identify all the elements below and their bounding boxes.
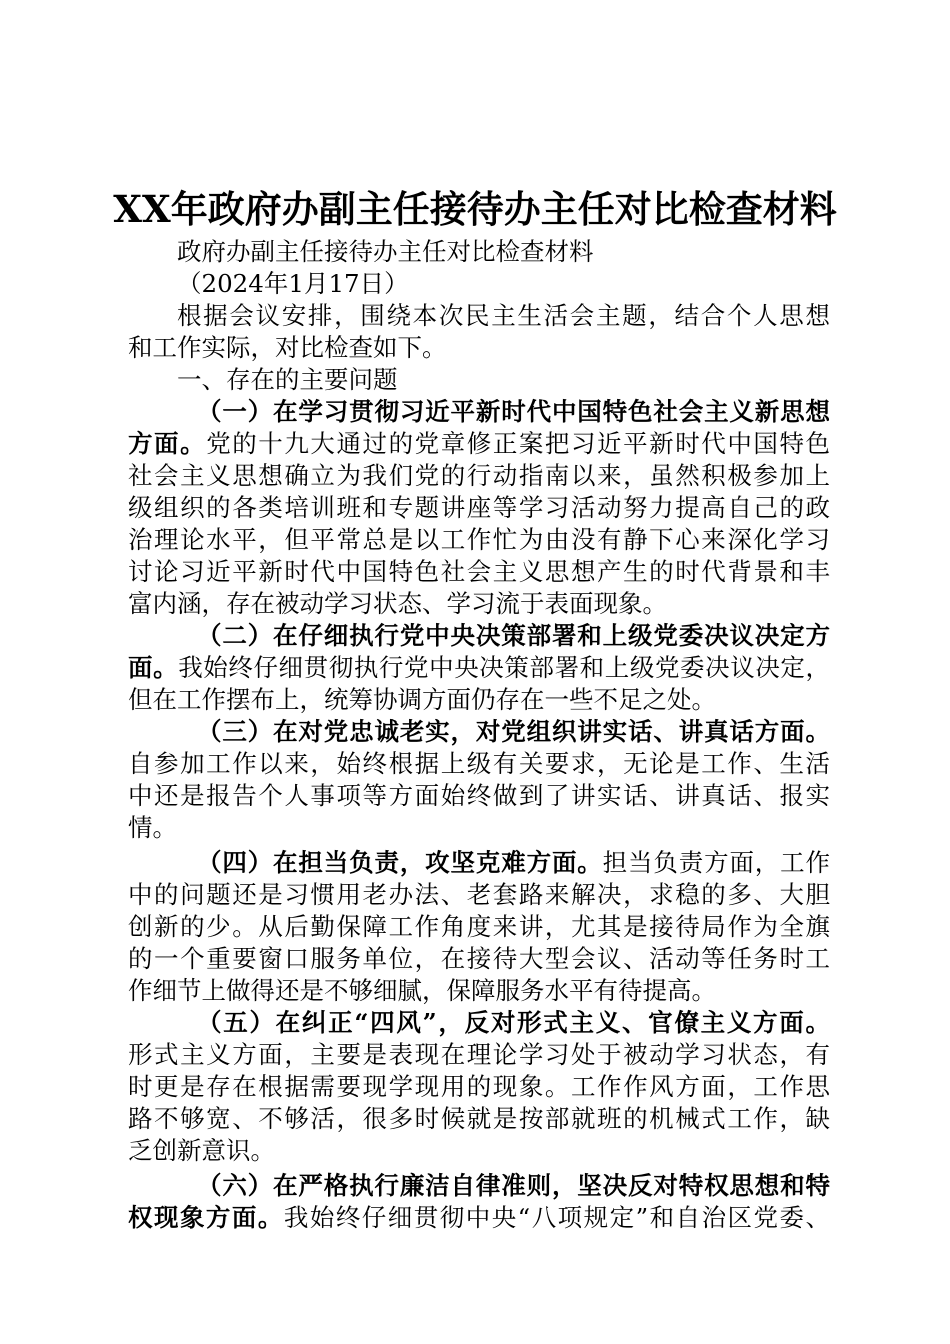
body-text-segment: 路不够宽、不够活，很多时候就是按部就班的机械式工作，缺: [128, 1104, 830, 1133]
document-title: XX年政府办副主任接待办主任对比检查材料: [113, 187, 837, 231]
section-heading-text: （六）在严格执行廉洁自律准则，坚决反对特权思想和特: [197, 1171, 830, 1200]
body-text-segment: 一、存在的主要问题: [177, 365, 398, 394]
body-text-segment: 中还是报告个人事项等方面始终做到了讲实话、讲真话、报实: [128, 781, 830, 810]
body-text-segment: 政府办副主任接待办主任对比检查材料: [177, 237, 594, 266]
body-text-segment: 讨论习近平新时代中国特色社会主义思想产生的时代背景和丰: [128, 557, 830, 586]
body-text-segment: 和工作实际，对比检查如下。: [128, 333, 447, 362]
body-text-segment: 创新的少。从后勤保障工作角度来讲，尤其是接待局作为全旗: [128, 912, 830, 941]
body-line: [128, 556, 830, 588]
body-text-segment: 乏创新意识。: [128, 1136, 275, 1165]
document-body: [128, 236, 830, 1234]
body-text-segment: 党的十九大通过的党章修正案把习近平新时代中国特色: [206, 429, 830, 458]
body-line: [128, 1039, 830, 1071]
body-line: [128, 588, 830, 620]
body-line: [128, 460, 830, 492]
body-line: [128, 1007, 830, 1039]
body-line: [128, 780, 830, 812]
body-line: [128, 652, 830, 684]
section-heading-text: 面。: [128, 653, 179, 682]
body-line: [128, 1202, 830, 1234]
body-line: [128, 1135, 830, 1167]
body-line: [128, 1071, 830, 1103]
body-line: [128, 975, 830, 1007]
body-text-segment: 情。: [128, 813, 177, 842]
body-text-segment: （2024年1月17日）: [177, 269, 409, 298]
section-heading-text: （四）在担当负责，攻坚克难方面。: [197, 848, 603, 877]
section-heading-text: 权现象方面。: [128, 1203, 284, 1232]
section-heading-text: （三）在对党忠诚老实，对党组织讲实话、讲真话方面。: [197, 717, 830, 746]
body-line: [128, 428, 830, 460]
section-heading-text: （二）在仔细执行党中央决策部署和上级党委决议决定方: [197, 621, 830, 650]
body-line: [128, 943, 830, 975]
body-text-segment: 级组织的各类培训班和专题讲座等学习活动努力提高自己的政: [128, 493, 830, 522]
body-text-segment: 时更是存在根据需要现学现用的现象。工作作风方面，工作思: [128, 1072, 830, 1101]
body-line: [128, 748, 830, 780]
section-heading-text: （五）在纠正“四风”，反对形式主义、官僚主义方面。: [197, 1008, 830, 1037]
body-text-segment: 担当负责方面，工作: [602, 848, 830, 877]
body-line: [128, 364, 830, 396]
body-line: [128, 300, 830, 332]
body-line: [128, 847, 830, 879]
body-text-segment: 富内涵，存在被动学习状态、学习流于表面现象。: [128, 589, 667, 618]
body-text-segment: 根据会议安排，围绕本次民主生活会主题，结合个人思想: [177, 301, 830, 330]
body-line: [128, 879, 830, 911]
body-line: [128, 620, 830, 652]
section-heading-text: 方面。: [128, 429, 207, 458]
body-line: [128, 332, 830, 364]
body-text-segment: 的一个重要窗口服务单位，在接待大型会议、活动等任务时工: [128, 944, 830, 973]
body-text-segment: 社会主义思想确立为我们党的行动指南以来，虽然积极参加上: [128, 461, 830, 490]
body-text-segment: 我始终仔细贯彻中央“八项规定”和自治区党委、: [283, 1203, 830, 1232]
body-line: [128, 524, 830, 556]
body-line: [128, 268, 830, 300]
body-line: [128, 911, 830, 943]
body-line: [128, 1170, 830, 1202]
body-line: [128, 684, 830, 716]
body-text-segment: 治理论水平，但平常总是以工作忙为由没有静下心来深化学习: [128, 525, 830, 554]
body-text-segment: 但在工作摆布上，统筹协调方面仍存在一些不足之处。: [128, 685, 716, 714]
body-text-segment: 自参加工作以来，始终根据上级有关要求，无论是工作、生活: [128, 749, 830, 778]
body-text-segment: 形式主义方面，主要是表现在理论学习处于被动学习状态，有: [128, 1040, 830, 1069]
body-line: [128, 236, 830, 268]
body-line: [128, 716, 830, 748]
body-line: [128, 812, 830, 844]
body-line: [128, 1103, 830, 1135]
body-line: [128, 396, 830, 428]
section-heading-text: （一）在学习贯彻习近平新时代中国特色社会主义新思想: [197, 397, 830, 426]
body-text-segment: 作细节上做得还是不够细腻，保障服务水平有待提高。: [128, 976, 716, 1005]
body-line: [128, 492, 830, 524]
body-text-segment: 中的问题还是习惯用老办法、老套路来解决，求稳的多、大胆: [128, 880, 830, 909]
body-text-segment: 我始终仔细贯彻执行党中央决策部署和上级党委决议决定，: [178, 653, 830, 682]
